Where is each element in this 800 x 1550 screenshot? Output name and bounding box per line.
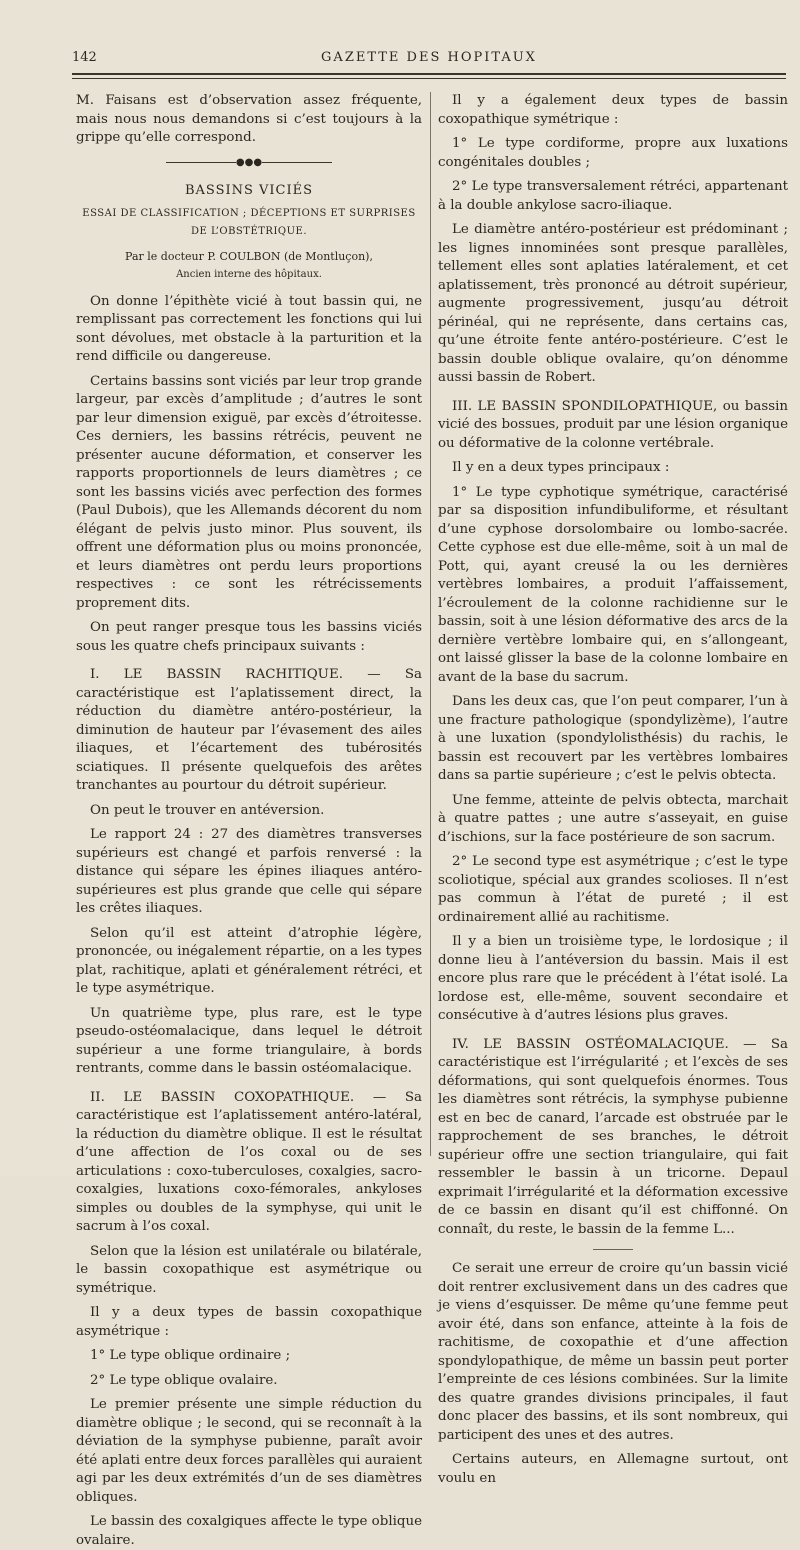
header-rule-thin [72, 78, 786, 79]
left-column [76, 92, 422, 1548]
paragraph: Le bassin des coxalgiques affecte le type oblique ovalaire. [76, 1514, 422, 1548]
paragraph: Le premier présente une simple réduction du diamètre oblique ; le second, qui se reconnaît à la déviation de la symphyse pubienne, paraît avoir été aplati entre deux forces parallèles qui auraient agi par les deux extrémités d’un de ses diamètres obliques. [76, 1397, 422, 1505]
paragraph: 1° Le type oblique ordinaire ; [90, 1348, 291, 1363]
section-coxopathique: II. LE BASSIN COXOPATHIQUE. — Sa caractéristique est l’aplatissement antéro-latéral, la réduction du diamètre oblique. Il est le résultat d’une affection de l’os coxal ou de ses articulations : coxo-tuberculoses, coxalgies, sacro-coxalgies, luxations coxo-fémorales, ankyloses simples ou doubles de la symphyse, qui unit le sacrum à l’os coxal. [76, 1089, 422, 1234]
article-title: BASSINS VICIÉS [184, 183, 314, 198]
paragraph: Il y en a deux types principaux : [452, 460, 670, 475]
paragraph: 2° Le type oblique ovalaire. [90, 1372, 278, 1388]
section-rachitique: I. LE BASSIN RACHITIQUE. — Sa caractéristique est l’aplatissement direct, la réduction du diamètre antéro-postérieur, la diminution de hauteur par l’évasement des ailes iliaques, et l’écartement des tubérosités sciatiques. Il présente quelquefois des arêtes tranchantes au pourtour du détroit supérieur. [76, 667, 422, 793]
article-subtitle: ESSAI DE CLASSIFICATION ; DÉCEPTIONS ET SURPRISES DE L’OBSTÉTRIQUE. [82, 207, 416, 237]
author-role: Ancien interne des hôpitaux. [176, 269, 322, 280]
paragraph: Ce serait une erreur de croire qu’un bassin vicié doit rentrer exclusivement dans un des cadres que je viens d’esquisser. De même qu’une femme peut avoir été, dans son enfance, atteinte à la fois de rachitisme, de coxopathie et d’une affection spondylopathique, de même un bassin peut porter l’empreinte de ces lésions combinées. Sur la limite des quatre grandes divisions principales, il faut donc placer des bassins, et ils sont nombreux, qui participent des unes et des autres. [438, 1261, 788, 1443]
paragraph: Certains bassins sont viciés par leur trop grande largeur, par excès d’amplitude ; d’autres le sont par leur dimension exiguë, par excès d’étroitesse. Ces derniers, les bassins rétrécis, peuvent ne présenter aucune déformation, et conserver les rapports proportionnels de leurs diamètres ; ce sont les bassins viciés avec perfection des formes (Paul Dubois), que les Allemands décorent du nom élégant de pelvis justo minor. Plus souvent, ils offrent une déformation plus ou moins prononcée, et leurs diamètres ont perdu leurs proportions respectives : ce sont les rétrécissements proprement dits. [76, 373, 422, 611]
paragraph: Le rapport 24 : 27 des diamètres transverses supérieurs est changé et parfois renversé : la distance qui sépare les épines iliaques antéro-supérieures est plus grande que celle qui sépare les crêtes iliaques. [76, 827, 422, 916]
paragraph: Un quatrième type, plus rare, est le type pseudo-ostéomalacique, dans lequel le détroit supérieur a une forme triangulaire, à bords rentrants, comme dans le bassin ostéomalacique. [76, 1005, 422, 1076]
paragraph: Il y a également deux types de bassin coxopathique symétrique : [438, 93, 788, 127]
page-header [72, 50, 786, 72]
paragraph: 2° Le type transversalement rétréci, appartenant à la double ankylose sacro-iliaque. [438, 179, 788, 213]
intro-paragraph: M. Faisans est d’observation assez fréquente, mais nous nous demandons si c’est toujours à la grippe qu’elle correspond. [76, 93, 422, 145]
paragraph: Selon que la lésion est unilatérale ou bilatérale, le bassin coxopathique est asymétrique ou symétrique. [76, 1243, 422, 1296]
journal-title: GAZETTE DES HOPITAUX [321, 50, 537, 65]
paragraph: Le diamètre antéro-postérieur est prédominant ; les lignes innominées sont presque parallèles, tellement elles sont aplaties latéralement, et cet aplatissement, très prononcé au détroit supérieur, augmente progressivement, jusqu’au détroit périnéal, qui ne représente, dans certains cas, qu’une étroite fente antéro-postérieure. C’est le bassin double oblique ovalaire, qu’on dénomme aussi bassin de Robert. [438, 222, 788, 385]
paragraph: Certains auteurs, en Allemagne surtout, ont voulu en [438, 1452, 788, 1486]
page-number: 142 [72, 50, 97, 65]
section-osteomalacique: IV. LE BASSIN OSTÉOMALACIQUE. — Sa caractéristique est l’irrégularité ; et l’excès de ses déformations, qui sont quelquefois énormes. Tous les diamètres sont rétrécis, la symphyse pubienne est en bec de canard, l’arcade est obstruée par le rapprochement de ses branches, le détroit supérieur offre une section triangulaire, qui fait ressembler le bassin à un tricorne. Depaul exprimait l’irrégularité et la déformation excessive de ce bassin en disant qu’il est chiffonné. On connaît, du reste, le bassin de la femme L... [438, 1036, 788, 1237]
paragraph: Selon qu’il est atteint d’atrophie légère, prononcée, ou inégalement répartie, on a les types plat, rachitique, aplati et généralement rétréci, et le type asymétrique. [76, 925, 422, 996]
paragraph: Il y a deux types de bassin coxopathique asymétrique : [76, 1305, 422, 1339]
paragraph: 1° Le type cyphotique symétrique, caractérisé par sa disposition infundibuliforme, et résultant d’une cyphose dorsolombaire ou lombo-sacrée. Cette cyphose est due elle-même, soit à un mal de Pott, qui, ayant creusé la ou les dernières vertèbres lombaires, a produit l’affaissement, l’écroulement de la colonne rachidienne sur le bassin, soit à une lésion déformative des arcs de la dernière vertèbre lombaire qui, en s’allongeant, ont laissé glisser la base de la colonne lombaire en avant de la base du sacrum. [438, 484, 788, 685]
section-spondilopathique: III. LE BASSIN SPONDILOPATHIQUE, ou bassin vicié des bossues, produit par une lésion organique ou déformative de la colonne vertébrale. [438, 398, 788, 451]
paragraph: On peut ranger presque tous les bassins viciés sous les quatre chefs principaux suivants : [76, 620, 422, 654]
paragraph: Dans les deux cas, que l’on peut comparer, l’un à une fracture pathologique (spondylizème), l’autre à une luxation (spondylolisthésis) du rachis, le bassin est recouvert par les vertèbres lombaires dans sa partie supérieure ; c’est le pelvis obtecta. [438, 694, 788, 783]
paragraph: On peut le trouver en antéversion. [90, 802, 325, 818]
section-separator [593, 1249, 633, 1250]
paragraph: 2° Le second type est asymétrique ; c’est le type scoliotique, spécial aux grandes scolioses. Il n’est pas commun à l’état de pureté ; il est ordinairement allié au rachitisme. [438, 854, 788, 925]
header-rule-thick [72, 73, 786, 75]
article-author: Par le docteur P. COULBON (de Montluçon), [125, 249, 373, 263]
paragraph: On donne l’épithète vicié à tout bassin qui, ne remplissant pas correctement les fonctions qui lui sont dévolues, met obstacle à la parturition et la rend difficile ou dangereuse. [76, 293, 422, 364]
ornament-divider: ●●● [76, 154, 422, 173]
right-column [438, 92, 788, 1486]
column-divider [430, 92, 431, 1156]
paragraph: Il y a bien un troisième type, le lordosique ; il donne lieu à l’antéversion du bassin. Mais il est encore plus rare que le précédent à l’état isolé. La lordose est, elle-même, souvent secondaire et consécutive à d’autres lésions plus graves. [438, 934, 788, 1023]
paragraph: Une femme, atteinte de pelvis obtecta, marchait à quatre pattes ; une autre s’asseyait, en guise d’ischions, sur la face postérieure de son sacrum. [438, 792, 788, 845]
paragraph: 1° Le type cordiforme, propre aux luxations congénitales doubles ; [438, 136, 788, 170]
